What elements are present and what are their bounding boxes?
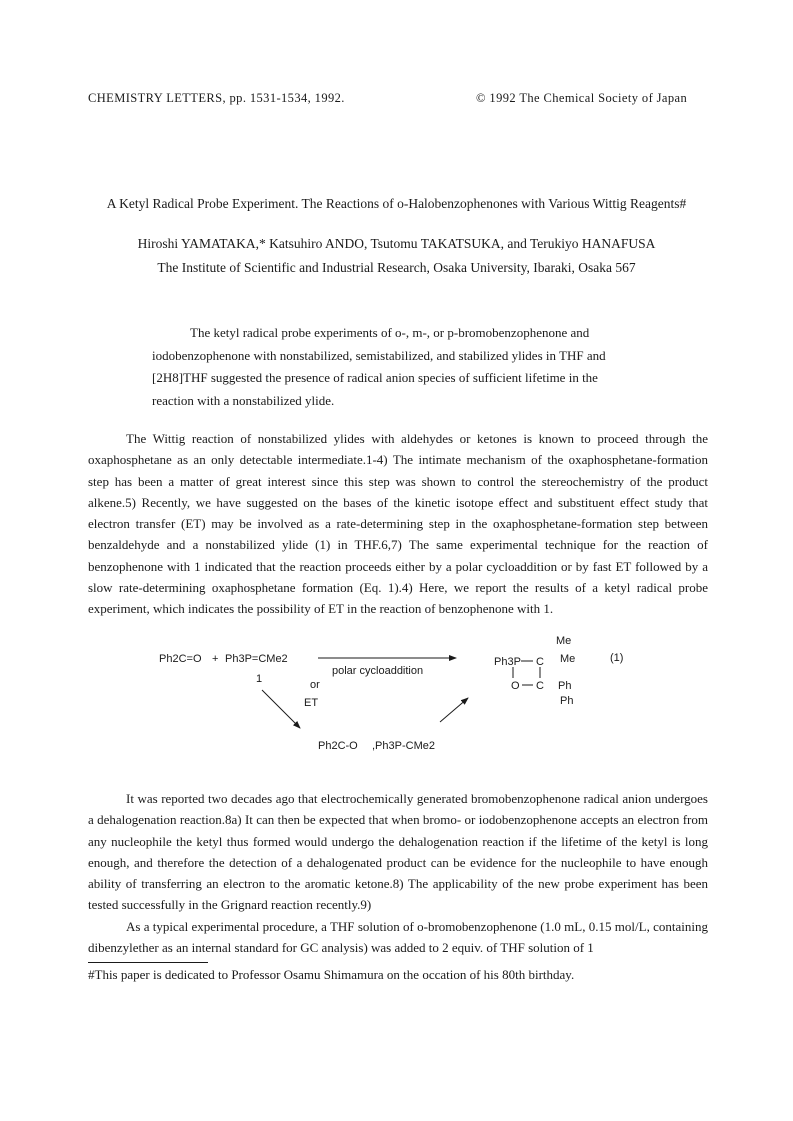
reactant-ylide: Ph3P=CMe2 bbox=[225, 653, 288, 665]
journal-header: CHEMISTRY LETTERS, pp. 1531-1534, 1992. bbox=[88, 91, 345, 105]
ketyl-radical-anion: Ph2C-O bbox=[318, 740, 358, 752]
product-p-atom: Ph3P bbox=[494, 656, 521, 668]
reaction-scheme bbox=[150, 628, 710, 758]
ylide-radical-cation: ,Ph3P-CMe2 bbox=[372, 740, 435, 752]
author-list: Hiroshi YAMATAKA,* Katsuhiro ANDO, Tsutomu TAKATSUKA, and Terukiyo HANAFUSA bbox=[137, 236, 656, 251]
compound-label-1: 1 bbox=[256, 673, 263, 685]
paper-title: A Ketyl Radical Probe Experiment. The Reactions of o-Halobenzophenones with Various Wittig Reagents# bbox=[106, 196, 687, 211]
methyl-label-right: Me bbox=[560, 653, 576, 665]
product-c-atom-top: C bbox=[536, 656, 544, 668]
methyl-label-top: Me bbox=[556, 635, 572, 647]
arrow-label-et: ET bbox=[304, 697, 319, 709]
arrow-label-polar: polar cycloaddition bbox=[332, 665, 424, 677]
plus-sign: + bbox=[212, 653, 219, 665]
ring-closure-arrow bbox=[440, 698, 468, 722]
abstract bbox=[152, 322, 642, 412]
reactant-benzophenone: Ph2C=O bbox=[159, 653, 202, 665]
product-o-atom: O bbox=[511, 680, 520, 692]
body-section-intro bbox=[88, 428, 708, 620]
footnote-divider bbox=[88, 962, 208, 963]
equation-number: (1) bbox=[610, 652, 624, 664]
affiliation: The Institute of Scientific and Industrial Research, Osaka University, Ibaraki, Osaka 567 bbox=[157, 260, 636, 275]
footnote: #This paper is dedicated to Professor Osamu Shimamura on the occation of his 80th birthday. bbox=[88, 967, 575, 982]
product-c-atom-bottom: C bbox=[536, 680, 544, 692]
abstract-text: The ketyl radical probe experiments of o-, m-, or p-bromobenzophenone and iodobenzophenone with nonstabilized, semistabilized, and stabilized ylides in THF and [2H8]THF suggested the presence of radical anion species of sufficient lifetime in the reaction with a nonstabilized ylide. bbox=[152, 325, 606, 408]
paragraph-intro: The Wittig reaction of nonstabilized ylides with aldehydes or ketones is known to proceed through the oxaphosphetane as an only detectable intermediate.1-4) The intimate mechanism of the oxaphosphetane-formation step has been a matter of great interest since this step was shown to control the stereochemistry of the product alkene.5) Recently, we have suggested on the bases of the kinetic isotope effect and substituent effect study that electron transfer (ET) may be involved as a rate-determining step in the oxaphosphetane-formation step between benzaldehyde and a nonstabilized ylide (1) in THF.6,7) The same experimental technique for the reaction of benzophenone with 1 indicated that the reaction proceeds either by a polar cycloaddition or by fast ET followed by a slow rate-determining oxaphosphetane formation (Eq. 1).4) Here, we report the results of a ketyl radical probe experiment, which indicates the possibility of ET in the reaction of benzophenone with 1. bbox=[88, 431, 708, 617]
arrow-label-or: or bbox=[310, 679, 320, 691]
paragraph-probe: It was reported two decades ago that electrochemically generated bromobenzophenone radical anion undergoes a dehalogenation reaction.8a) It can then be expected that when bromo- or iodobenzophenone accepts an electron from any nucleophile the ketyl thus formed would undergo the dehalogenation reaction if the lifetime of the ketyl is long enough, and therefore the detection of a dehalogenated product can be evidence for the nucleophile to have enough ability of transferring an electron to the aromatic ketone.8) The applicability of the new probe experiment has been tested successfully in the Grignard reaction recently.9) bbox=[88, 791, 708, 913]
copyright-notice: © 1992 The Chemical Society of Japan bbox=[476, 91, 688, 105]
et-arrow-down bbox=[262, 690, 300, 728]
phenyl-label-bottom: Ph bbox=[560, 695, 574, 707]
paragraph-procedure: As a typical experimental procedure, a THF solution of o-bromobenzophenone (1.0 mL, 0.15 mol/L, containing dibenzylether as an internal standard for GC analysis) was added to 2 equiv. of THF solution of 1 bbox=[88, 918, 708, 956]
phenyl-label-right: Ph bbox=[558, 680, 572, 692]
body-section-probe bbox=[88, 788, 708, 958]
